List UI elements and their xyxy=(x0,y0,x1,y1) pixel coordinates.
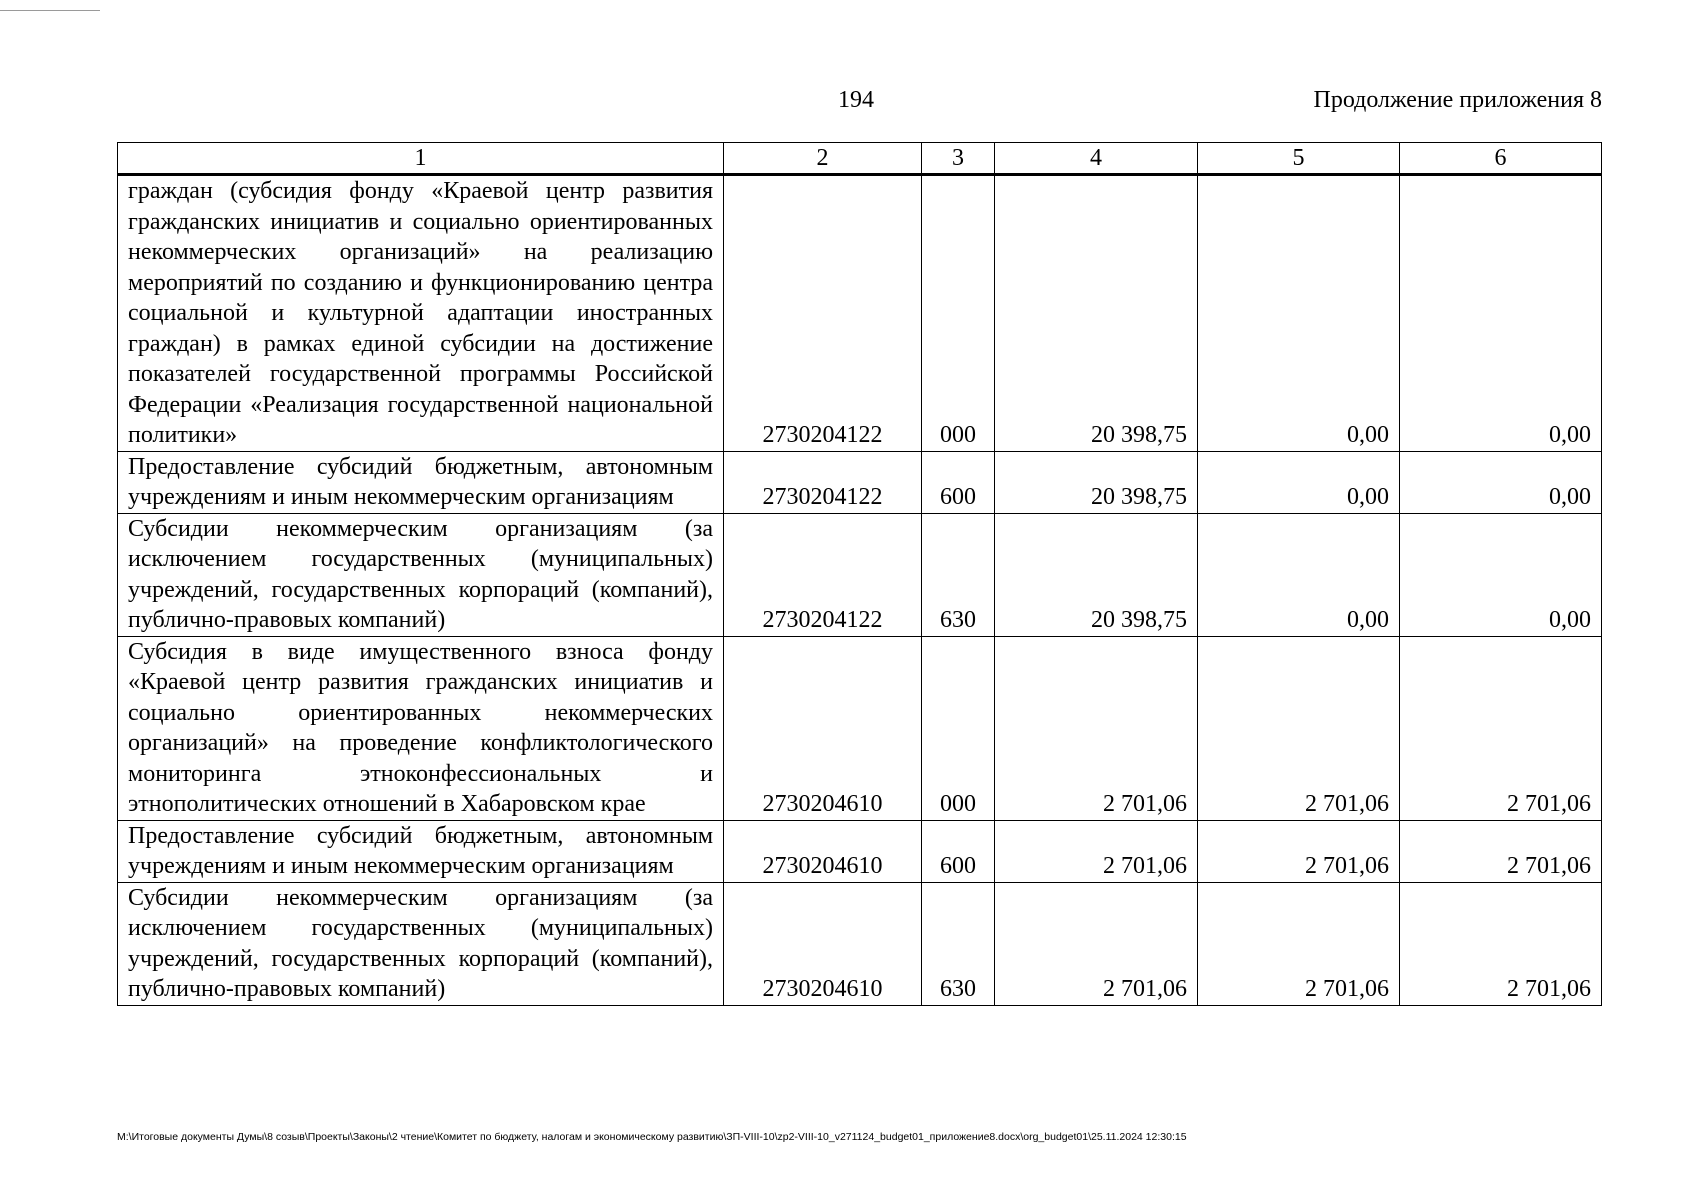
row-expense-type: 600 xyxy=(922,820,995,882)
row-amount-col6: 2 701,06 xyxy=(1400,636,1602,820)
row-amount-col4: 20 398,75 xyxy=(995,175,1198,452)
row-amount-col5: 2 701,06 xyxy=(1198,820,1400,882)
row-target-code: 2730204610 xyxy=(724,820,922,882)
row-amount-col4: 20 398,75 xyxy=(995,451,1198,513)
row-amount-col5: 2 701,06 xyxy=(1198,882,1400,1005)
table-row xyxy=(118,636,1602,820)
row-amount-col5: 0,00 xyxy=(1198,451,1400,513)
table-row xyxy=(118,175,1602,452)
row-description: Субсидии некоммерческим организациям (за исключением государственных (муниципальных) учреждений, государственных корпораций (компаний), публично-правовых компаний) xyxy=(118,882,724,1005)
row-target-code: 2730204122 xyxy=(724,175,922,452)
row-description: Субсидия в виде имущественного взноса фонду «Краевой центр развития гражданских инициатив и социально ориентированных некоммерческих организаций» на проведение конфликтологического мониторинга этноконфессиональных и этнополитических отношений в Хабаровском крае xyxy=(118,636,724,820)
row-amount-col6: 0,00 xyxy=(1400,175,1602,452)
row-amount-col4: 2 701,06 xyxy=(995,820,1198,882)
row-amount-col5: 0,00 xyxy=(1198,513,1400,636)
column-header-6: 6 xyxy=(1400,143,1602,175)
document-file-path: М:\Итоговые документы Думы\8 созыв\Проекты\Законы\2 чтение\Комитет по бюджету, налогам и экономическому развитию\ЗП-VIII-10\zp2-VIII-10_v271124_budget01_приложение8.docx\org_budget01\25.11.2024 12:30:15 xyxy=(117,1131,1187,1143)
row-target-code: 2730204610 xyxy=(724,636,922,820)
column-header-1: 1 xyxy=(118,143,724,175)
row-amount-col4: 20 398,75 xyxy=(995,513,1198,636)
row-target-code: 2730204122 xyxy=(724,513,922,636)
row-target-code: 2730204610 xyxy=(724,882,922,1005)
row-amount-col5: 2 701,06 xyxy=(1198,636,1400,820)
page-number: 194 xyxy=(838,87,874,113)
table-row xyxy=(118,882,1602,1005)
row-description: Предоставление субсидий бюджетным, автономным учреждениям и иным некоммерческим организациям xyxy=(118,820,724,882)
table-header-row xyxy=(118,143,1602,175)
table-row xyxy=(118,820,1602,882)
row-expense-type: 630 xyxy=(922,882,995,1005)
column-header-2: 2 xyxy=(724,143,922,175)
row-amount-col6: 0,00 xyxy=(1400,513,1602,636)
row-amount-col4: 2 701,06 xyxy=(995,636,1198,820)
row-amount-col4: 2 701,06 xyxy=(995,882,1198,1005)
row-description: Субсидии некоммерческим организациям (за исключением государственных (муниципальных) учреждений, государственных корпораций (компаний), публично-правовых компаний) xyxy=(118,513,724,636)
row-amount-col6: 0,00 xyxy=(1400,451,1602,513)
row-expense-type: 600 xyxy=(922,451,995,513)
row-expense-type: 000 xyxy=(922,636,995,820)
appendix-continuation-label: Продолжение приложения 8 xyxy=(1313,87,1602,113)
row-expense-type: 630 xyxy=(922,513,995,636)
row-description: граждан (субсидия фонду «Краевой центр развития гражданских инициатив и социально ориентированных некоммерческих организаций» на реализацию мероприятий по созданию и функционированию центра социальной и культурной адаптации иностранных граждан) в рамках единой субсидии на достижение показателей государственной программы Российской Федерации «Реализация государственной национальной политики» xyxy=(118,175,724,452)
row-expense-type: 000 xyxy=(922,175,995,452)
row-description: Предоставление субсидий бюджетным, автономным учреждениям и иным некоммерческим организациям xyxy=(118,451,724,513)
row-amount-col6: 2 701,06 xyxy=(1400,882,1602,1005)
table-row xyxy=(118,513,1602,636)
column-header-3: 3 xyxy=(922,143,995,175)
table-row xyxy=(118,451,1602,513)
column-header-4: 4 xyxy=(995,143,1198,175)
scan-mark-line xyxy=(0,10,100,11)
column-header-5: 5 xyxy=(1198,143,1400,175)
row-amount-col6: 2 701,06 xyxy=(1400,820,1602,882)
row-target-code: 2730204122 xyxy=(724,451,922,513)
budget-table xyxy=(117,142,1602,1006)
row-amount-col5: 0,00 xyxy=(1198,175,1400,452)
